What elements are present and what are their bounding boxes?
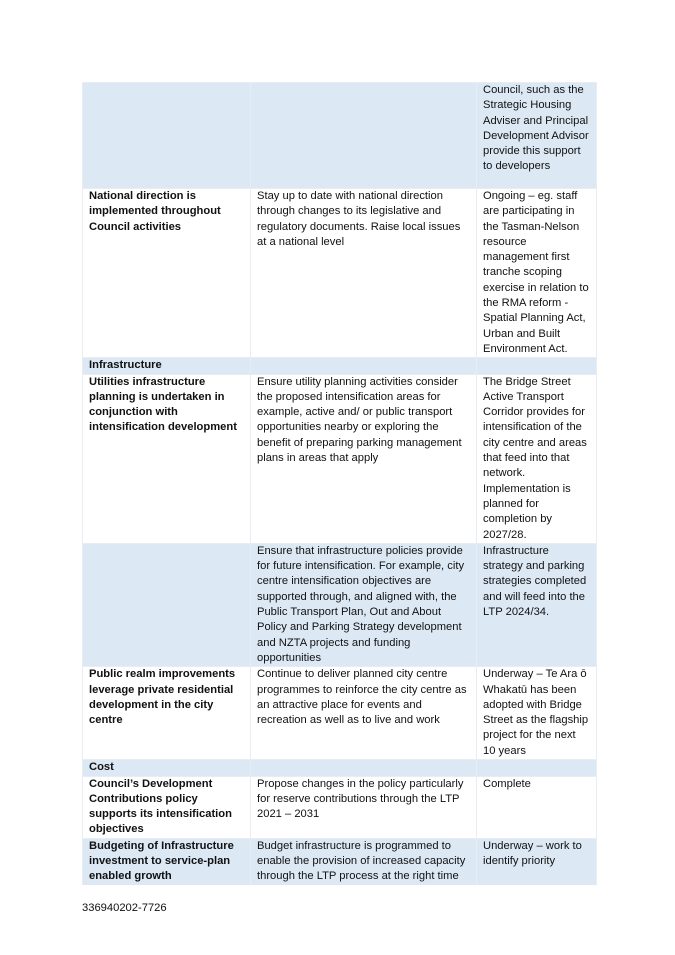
status-cell: The Bridge Street Active Transport Corridor provides for intensification of the city centre and areas that feed into that network. Implementation is planned for completion by 2027/28. — [477, 374, 597, 543]
objective-cell — [83, 83, 251, 189]
objective-cell: Utilities infrastructure planning is undertaken in conjunction with intensification development — [83, 374, 251, 543]
status-cell: Underway – work to identify priority — [477, 838, 597, 884]
section-row-infrastructure — [83, 358, 597, 374]
action-cell: Ensure that infrastructure policies provide for future intensification. For example, city centre intensification objectives are supported through, and aligned with, the Public Transport Plan, Out and About Policy and Parking Strategy development and NZTA projects and funding opportunities — [251, 543, 477, 666]
table-row — [83, 374, 597, 543]
section-heading: Infrastructure — [83, 358, 251, 374]
action-cell: Continue to deliver planned city centre programmes to reinforce the city centre as an attractive place for events and recreation as well as to live and work — [251, 667, 477, 760]
action-cell: Ensure utility planning activities consider the proposed intensification areas for example, active and/ or public transport opportunities nearby or exploring the benefit of preparing parking management plans in areas that apply — [251, 374, 477, 543]
table-row — [83, 83, 597, 189]
section-row-cost — [83, 760, 597, 776]
table-row — [83, 776, 597, 838]
table-row — [83, 667, 597, 760]
action-cell: Stay up to date with national direction through changes to its legislative and regulatory documents. Raise local issues at a national level — [251, 189, 477, 358]
objective-cell: Council’s Development Contributions policy supports its intensification objectives — [83, 776, 251, 838]
objective-cell: Budgeting of Infrastructure investment to service-plan enabled growth — [83, 838, 251, 884]
action-cell: Propose changes in the policy particularly for reserve contributions through the LTP 2021 – 2031 — [251, 776, 477, 838]
table-row — [83, 543, 597, 666]
status-cell: Ongoing – eg. staff are participating in the Tasman-Nelson resource management first tranche scoping exercise in relation to the RMA reform - Spatial Planning Act, Urban and Built Environment Act. — [477, 189, 597, 358]
objective-cell: National direction is implemented throughout Council activities — [83, 189, 251, 358]
document-id-footer: 336940202-7726 — [82, 902, 167, 914]
status-cell: Complete — [477, 776, 597, 838]
table-row — [83, 189, 597, 358]
status-cell: Infrastructure strategy and parking strategies completed and will feed into the LTP 2024/34. — [477, 543, 597, 666]
status-cell: Underway – Te Ara ō Whakatū has been adopted with Bridge Street as the flagship project for the next 10 years — [477, 667, 597, 760]
section-heading: Cost — [83, 760, 251, 776]
objective-cell — [83, 543, 251, 666]
plan-actions-table — [82, 82, 597, 885]
status-cell: Council, such as the Strategic Housing Adviser and Principal Development Advisor provide this support to developers — [477, 83, 597, 189]
action-cell: Budget infrastructure is programmed to enable the provision of increased capacity through the LTP process at the right time — [251, 838, 477, 884]
objective-cell: Public realm improvements leverage private residential development in the city centre — [83, 667, 251, 760]
table-row — [83, 838, 597, 884]
table-body — [83, 83, 597, 885]
action-cell — [251, 83, 477, 189]
